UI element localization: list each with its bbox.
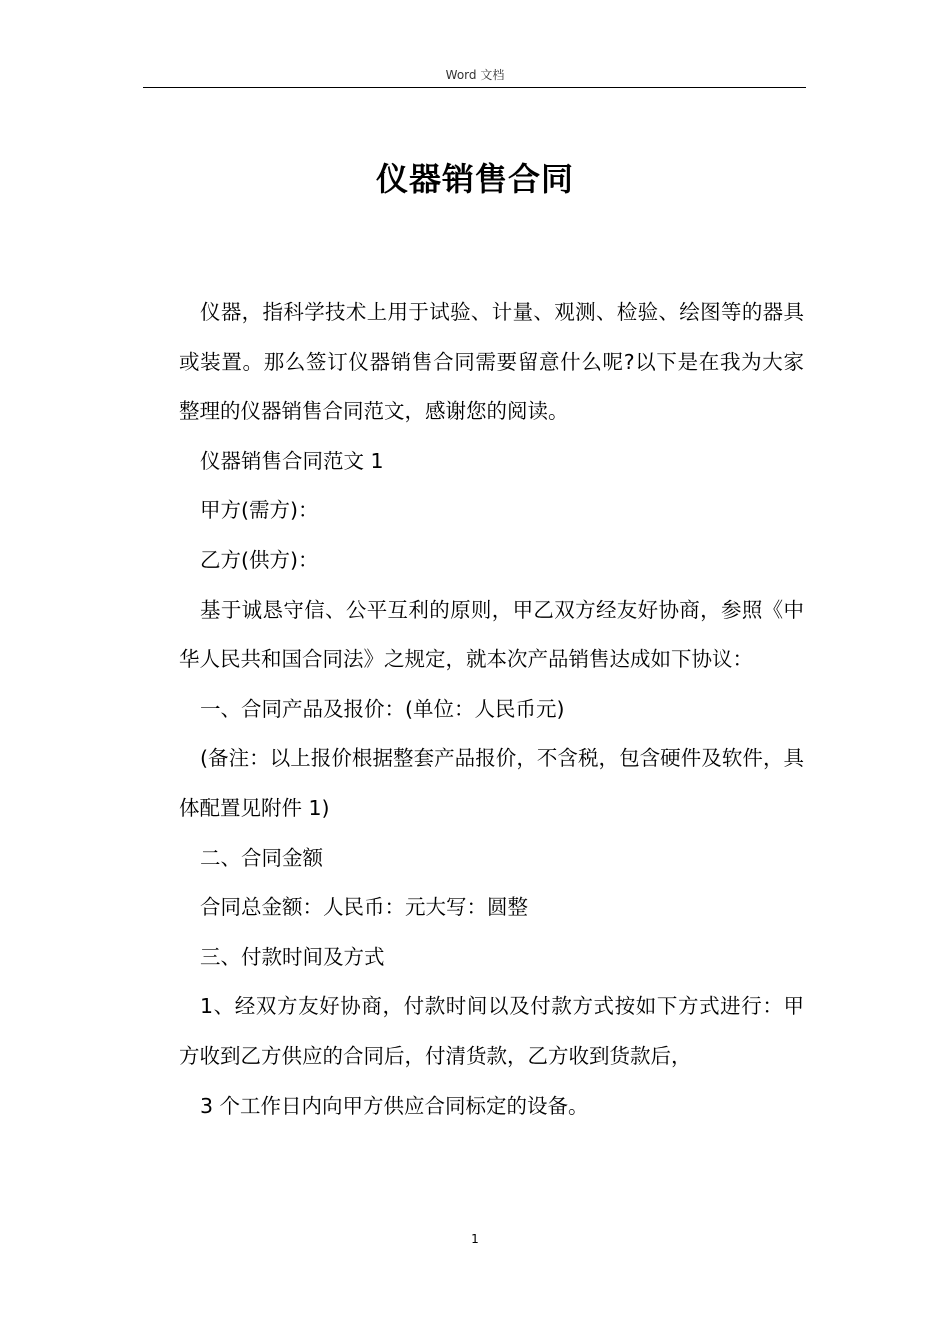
paragraph-section-1: 一、合同产品及报价：(单位：人民币元) bbox=[200, 696, 565, 721]
paragraph-section-2: 二、合同金额 bbox=[200, 845, 323, 870]
page-number: 1 bbox=[471, 1232, 479, 1246]
paragraph-party-b: 乙方(供方)： bbox=[200, 547, 319, 572]
paragraph-intro: 仪器，指科学技术上用于试验、计量、观测、检验、绘图等的器具或装置。那么签订仪器销售合同需要留意什么呢?以下是在我为大家整理的仪器销售合同范文，感谢您的阅读。 bbox=[179, 300, 804, 424]
document-body bbox=[179, 288, 804, 1131]
paragraph-section-3: 三、付款时间及方式 bbox=[200, 944, 385, 969]
paragraph-note: (备注：以上报价根据整套产品报价，不含税，包含硬件及软件，具体配置见附件 1) bbox=[179, 746, 804, 820]
paragraph-total-amount: 合同总金额：人民币：元大写：圆整 bbox=[200, 895, 528, 920]
page-header-label: Word 文档 bbox=[445, 68, 505, 82]
paragraph-preamble: 基于诚恳守信、公平互利的原则，甲乙双方经友好协商，参照《中华人民共和国合同法》之规定，就本次产品销售达成如下协议： bbox=[179, 597, 804, 672]
paragraph-payment-terms: 1、经双方友好协商，付款时间以及付款方式按如下方式进行：甲方收到乙方供应的合同后，付清货款，乙方收到货款后， bbox=[179, 994, 804, 1068]
header-divider bbox=[143, 87, 806, 88]
paragraph-sample-heading: 仪器销售合同范文 1 bbox=[200, 448, 384, 473]
paragraph-delivery: 3 个工作日内向甲方供应合同标定的设备。 bbox=[200, 1093, 589, 1118]
document-title: 仪器销售合同 bbox=[375, 160, 574, 198]
paragraph-party-a: 甲方(需方)： bbox=[200, 498, 319, 523]
